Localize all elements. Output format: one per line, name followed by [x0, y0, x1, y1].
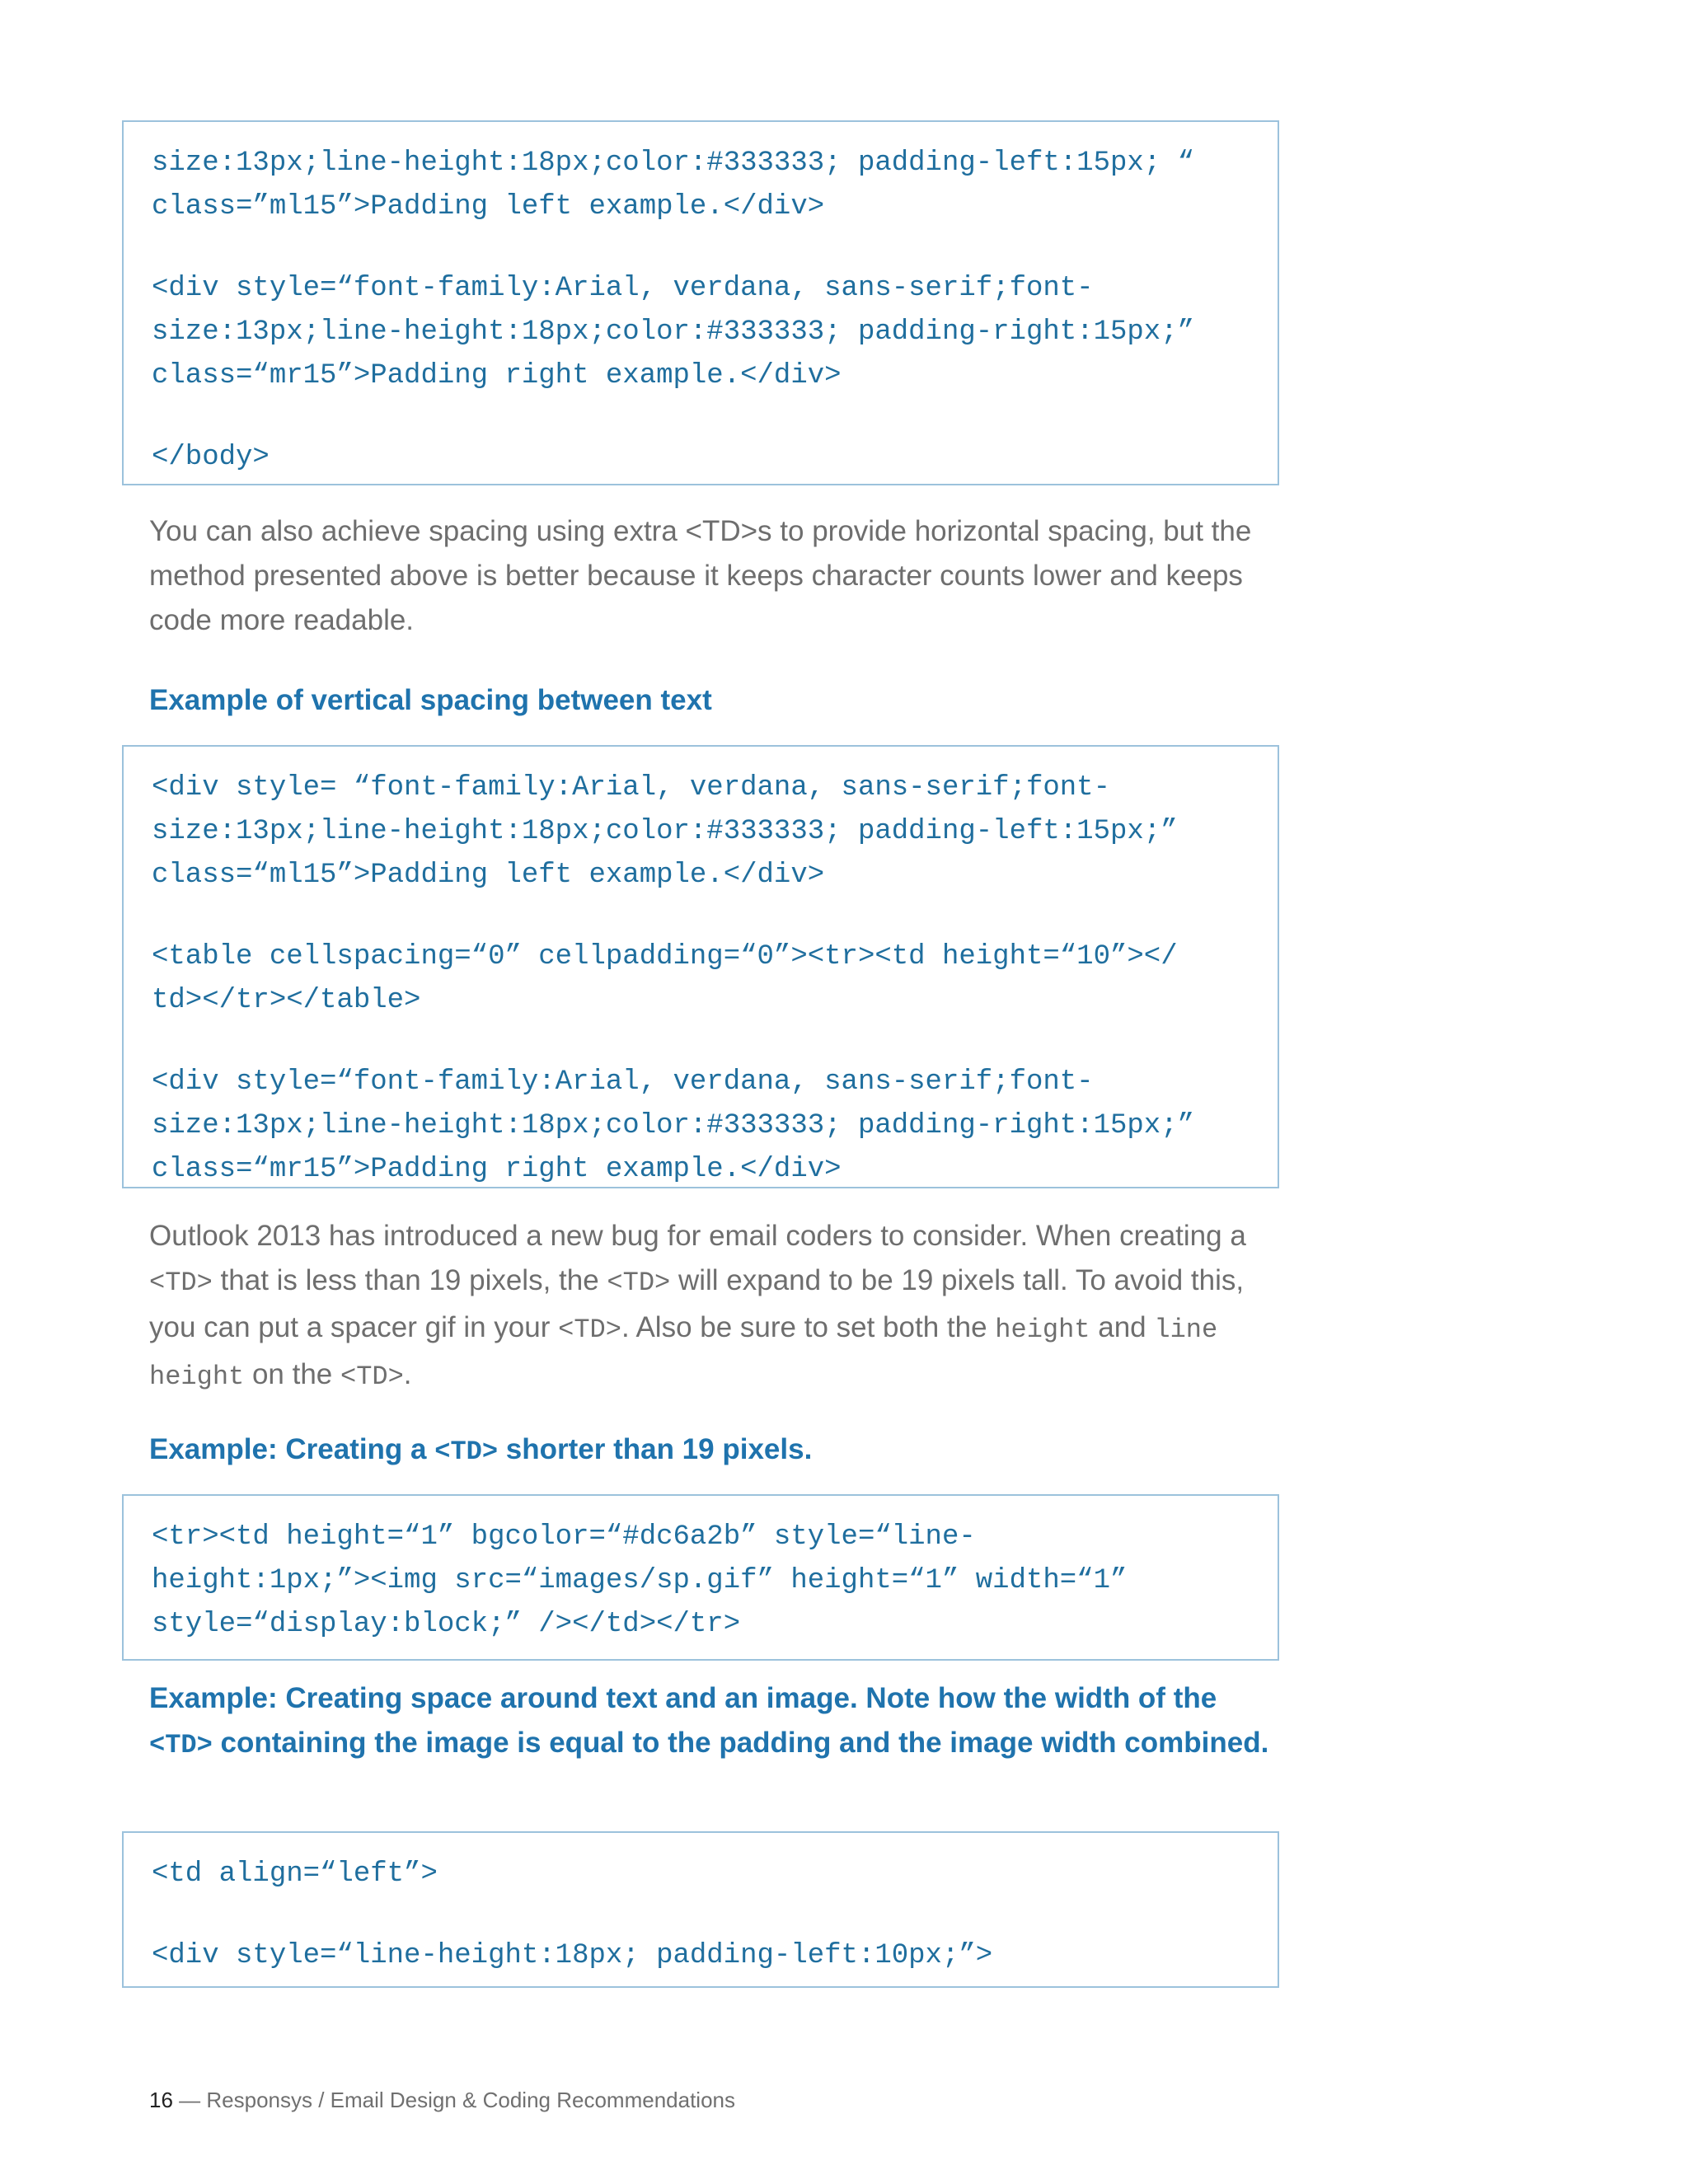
inline-code-td: <TD>: [149, 1730, 213, 1760]
code-line: <td align=“left”>: [152, 1858, 438, 1890]
code-line: class=“mr15”>Padding right example.</div>: [152, 1154, 842, 1185]
code-line: class=”ml15”>Padding left example.</div>: [152, 191, 825, 223]
inline-code-td: <TD>: [607, 1268, 671, 1298]
inline-code-line-height: line height: [149, 1315, 1218, 1392]
code-line: <div style=“font-family:Arial, verdana, sans-serif;font-: [152, 273, 1094, 304]
code-line: <div style=“line-height:18px; padding-left:10px;”>: [152, 1940, 993, 1971]
page-number: 16: [149, 2088, 173, 2112]
code-block-image-spacing: [122, 1831, 1279, 1988]
code-line: height:1px;”><img src=“images/sp.gif” height=“1” width=“1”: [152, 1565, 1128, 1596]
text-span: Outlook 2013 has introduced a new bug for email coders to consider. When creating a: [149, 1220, 1246, 1252]
code-gap: [152, 229, 1250, 267]
inline-code-td: <TD>: [149, 1268, 213, 1298]
code-block-vertical-spacing: [122, 745, 1279, 1188]
inline-code-td: <TD>: [434, 1436, 499, 1467]
inline-code-td: <TD>: [558, 1315, 621, 1345]
text-span: that is less than 19 pixels, the: [212, 1264, 607, 1296]
code-line: <div style=“font-family:Arial, verdana, sans-serif;font-: [152, 1066, 1094, 1098]
code-line: style=“display:block;” /></td></tr>: [152, 1609, 741, 1640]
heading-space-around-image: [149, 1676, 1278, 1768]
code-block-spacer-gif: [122, 1494, 1279, 1661]
code-line: class=“mr15”>Padding right example.</div>: [152, 360, 842, 391]
text-span: on the: [244, 1358, 340, 1390]
text-span: shorter than 19 pixels.: [498, 1433, 813, 1465]
text-span: Example: Creating space around text and an image. Note how the width of the: [149, 1682, 1217, 1714]
code-gap: [152, 898, 1250, 935]
paragraph-horizontal-spacing: You can also achieve spacing using extra <TD>s to provide horizontal spacing, but the method presented above is better because it keeps character counts lower and keeps code more readable.: [149, 515, 1252, 636]
paragraph-outlook-bug: [149, 1214, 1287, 1399]
code-line: <tr><td height=“1” bgcolor=“#dc6a2b” style=“line-: [152, 1521, 976, 1553]
heading-td-shorter: [149, 1427, 1287, 1474]
code-line: size:13px;line-height:18px;color:#333333; padding-left:15px; “: [152, 148, 1195, 179]
code-line: <table cellspacing=“0” cellpadding=“0”><tr><td height=“10”></: [152, 941, 1178, 972]
code-line: td></tr></table>: [152, 985, 421, 1016]
text-span: . Also be sure to set both the: [621, 1311, 996, 1343]
code-gap: [152, 398, 1250, 436]
footer-title: — Responsys / Email Design & Coding Recommendations: [172, 2088, 736, 2112]
code-line: size:13px;line-height:18px;color:#333333; padding-right:15px;”: [152, 1110, 1195, 1141]
text-span: containing the image is equal to the padding and the image width combined.: [212, 1727, 1269, 1759]
code-block-padding-example: [122, 120, 1279, 485]
text-span: Example: Creating a: [149, 1433, 435, 1465]
page-footer: [149, 2085, 735, 2115]
code-line: <div style= “font-family:Arial, verdana, sans-serif;font-: [152, 772, 1110, 804]
code-line: class=“ml15”>Padding left example.</div>: [152, 860, 825, 891]
code-gap: [152, 1023, 1250, 1061]
heading-vertical-spacing: Example of vertical spacing between text: [149, 684, 712, 716]
code-gap: [152, 1896, 1250, 1934]
text-span: and: [1090, 1311, 1155, 1343]
code-line: size:13px;line-height:18px;color:#333333; padding-right:15px;”: [152, 316, 1195, 348]
text-span: .: [403, 1358, 412, 1390]
text-span: will expand to be 19 pixels tall. To avoid this, you can put a spacer gif in your: [149, 1264, 1245, 1343]
code-line: </body>: [152, 442, 270, 473]
inline-code-height: height: [995, 1315, 1090, 1345]
inline-code-td: <TD>: [340, 1361, 404, 1392]
code-line: size:13px;line-height:18px;color:#333333; padding-left:15px;”: [152, 816, 1178, 847]
